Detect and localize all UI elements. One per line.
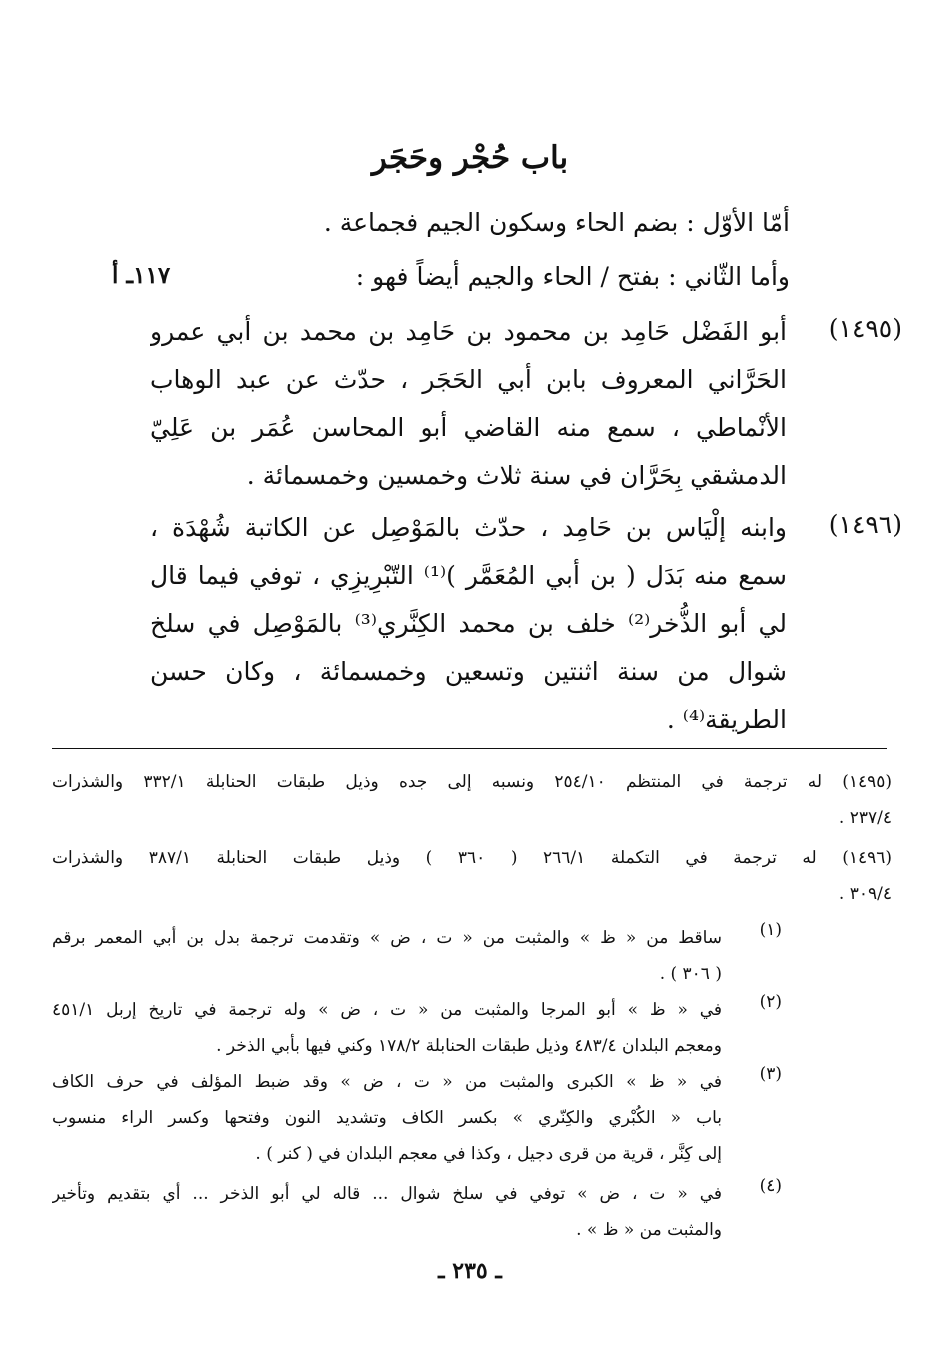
footnote-number: (٢) [759,992,782,1012]
footnote-line: إلى كِنَّر ، قرية من قرى دجيل ، وكذا في معجم البلدان في ( كنر ) . [255,1144,722,1164]
note-line: ٢٣٧/٤ . [838,808,892,828]
footnote-line: في « ظ » الكبرى والمثبت من « ت ، ض » وقد ضبط المؤلف في حرف الكاف [52,1072,722,1092]
footnote-number: (٣) [759,1064,782,1084]
page-number: ـ ٢٣٥ ـ [438,1258,502,1284]
manuscript-folio-marker: ١١٧ـ أ [112,262,171,289]
entry-line: شوال من سنة اثنتين وتسعين وخمسمائة ، وكان حسن [150,657,787,686]
note-line: (١٤٩٥) له ترجمة في المنتظم ٢٥٤/١٠ ونسبه إلى جده وذيل طبقات الحنابلة ٣٣٢/١ والشذرات [52,772,892,792]
footnote-separator [52,748,887,749]
footnote-line: ( ٣٠٦ ) . [659,964,722,984]
footnote-number: (١) [759,920,782,940]
footnote-line: ومعجم البلدان ٤٨٣/٤ وذيل طبقات الحنابلة ١٧٨/٢ وكني فيها بأبي الذخر . [216,1036,722,1056]
entry-line: الدمشقي بِحَرَّان في سنة ثلاث وخمسين وخمسمائة . [246,461,787,490]
entry-text [150,504,787,744]
footnote-1 [52,920,892,992]
entry-line: الحَرَّاني المعروف بابن أبي الحَجَر ، حدّث عن عبد الوهاب [150,365,787,394]
footnote-line: والمثبت من « ظ » . [576,1220,722,1240]
footnote-2 [52,992,892,1064]
entry-line: سمع منه بَدَل ( بن أبي المُعَمَّر )⁽¹⁾ التّبْرِيزِي ، توفي فيما قال [150,561,787,590]
footnote-line: في « ظ » أبو المرجا والمثبت من « ت ، ض » وله ترجمة في تاريخ إربل ٤٥١/١ [52,1000,722,1020]
footnote-number: (٤) [759,1176,782,1196]
entry-text [150,308,787,500]
entry-line: وابنه إلْيَاس بن حَامِد ، حدّث بالمَوْصِل عن الكاتبة شُهْدَة ، [150,513,787,542]
footnote-line: باب « الكُبْري والكِنّري » بكسر الكاف وتشديد النون وفتحها وكسر الراء منسوب [52,1108,722,1128]
source-note-1496 [52,840,892,912]
chapter-title: باب حُجْر وحَجَر [371,140,569,176]
entry-number: (١٤٩٥) [828,314,902,343]
footnote-4 [52,1176,892,1248]
entry-line: الطريقة⁽⁴⁾ . [666,705,787,734]
footnote-3 [52,1064,892,1172]
note-line: ٣٠٩/٤ . [838,884,892,904]
source-note-1495 [52,764,892,836]
footnote-line: ساقط من « ظ » والمثبت من « ت ، ض » وتقدمت ترجمة بدل بن أبي المعمر برقم [52,928,722,948]
intro-line-1: أمّا الأوّل : بضم الحاء وسكون الجيم فجماعة . [323,208,790,237]
entry-line: أبو الفَضْل حَامِد بن محمود بن حَامِد بن محمد بن أبي عمرو [150,317,787,346]
entry-line: الأنْماطي ، سمع منه القاضي أبو المحاسن عُمَر بن عَلِيّ [150,413,787,442]
note-line: (١٤٩٦) له ترجمة في التكملة ٢٦٦/١ ( ٣٦٠ ) وذيل طبقات الحنابلة ٣٨٧/١ والشذرات [52,848,892,868]
entry-line: لي أبو الذُّخر⁽²⁾ خلف بن محمد الكِنَّري⁽³⁾ بالمَوْصِل في سلخ [150,609,787,638]
intro-line-2: وأما الثّاني : بفتح / الحاء والجيم أيضاً فهو : [355,262,790,291]
entry-number: (١٤٩٦) [828,510,902,539]
footnote-line: في « ت ، ض » توفي في سلخ شوال ... قاله لي أبو الذخر ... أي بتقديم وتأخير [52,1184,722,1204]
